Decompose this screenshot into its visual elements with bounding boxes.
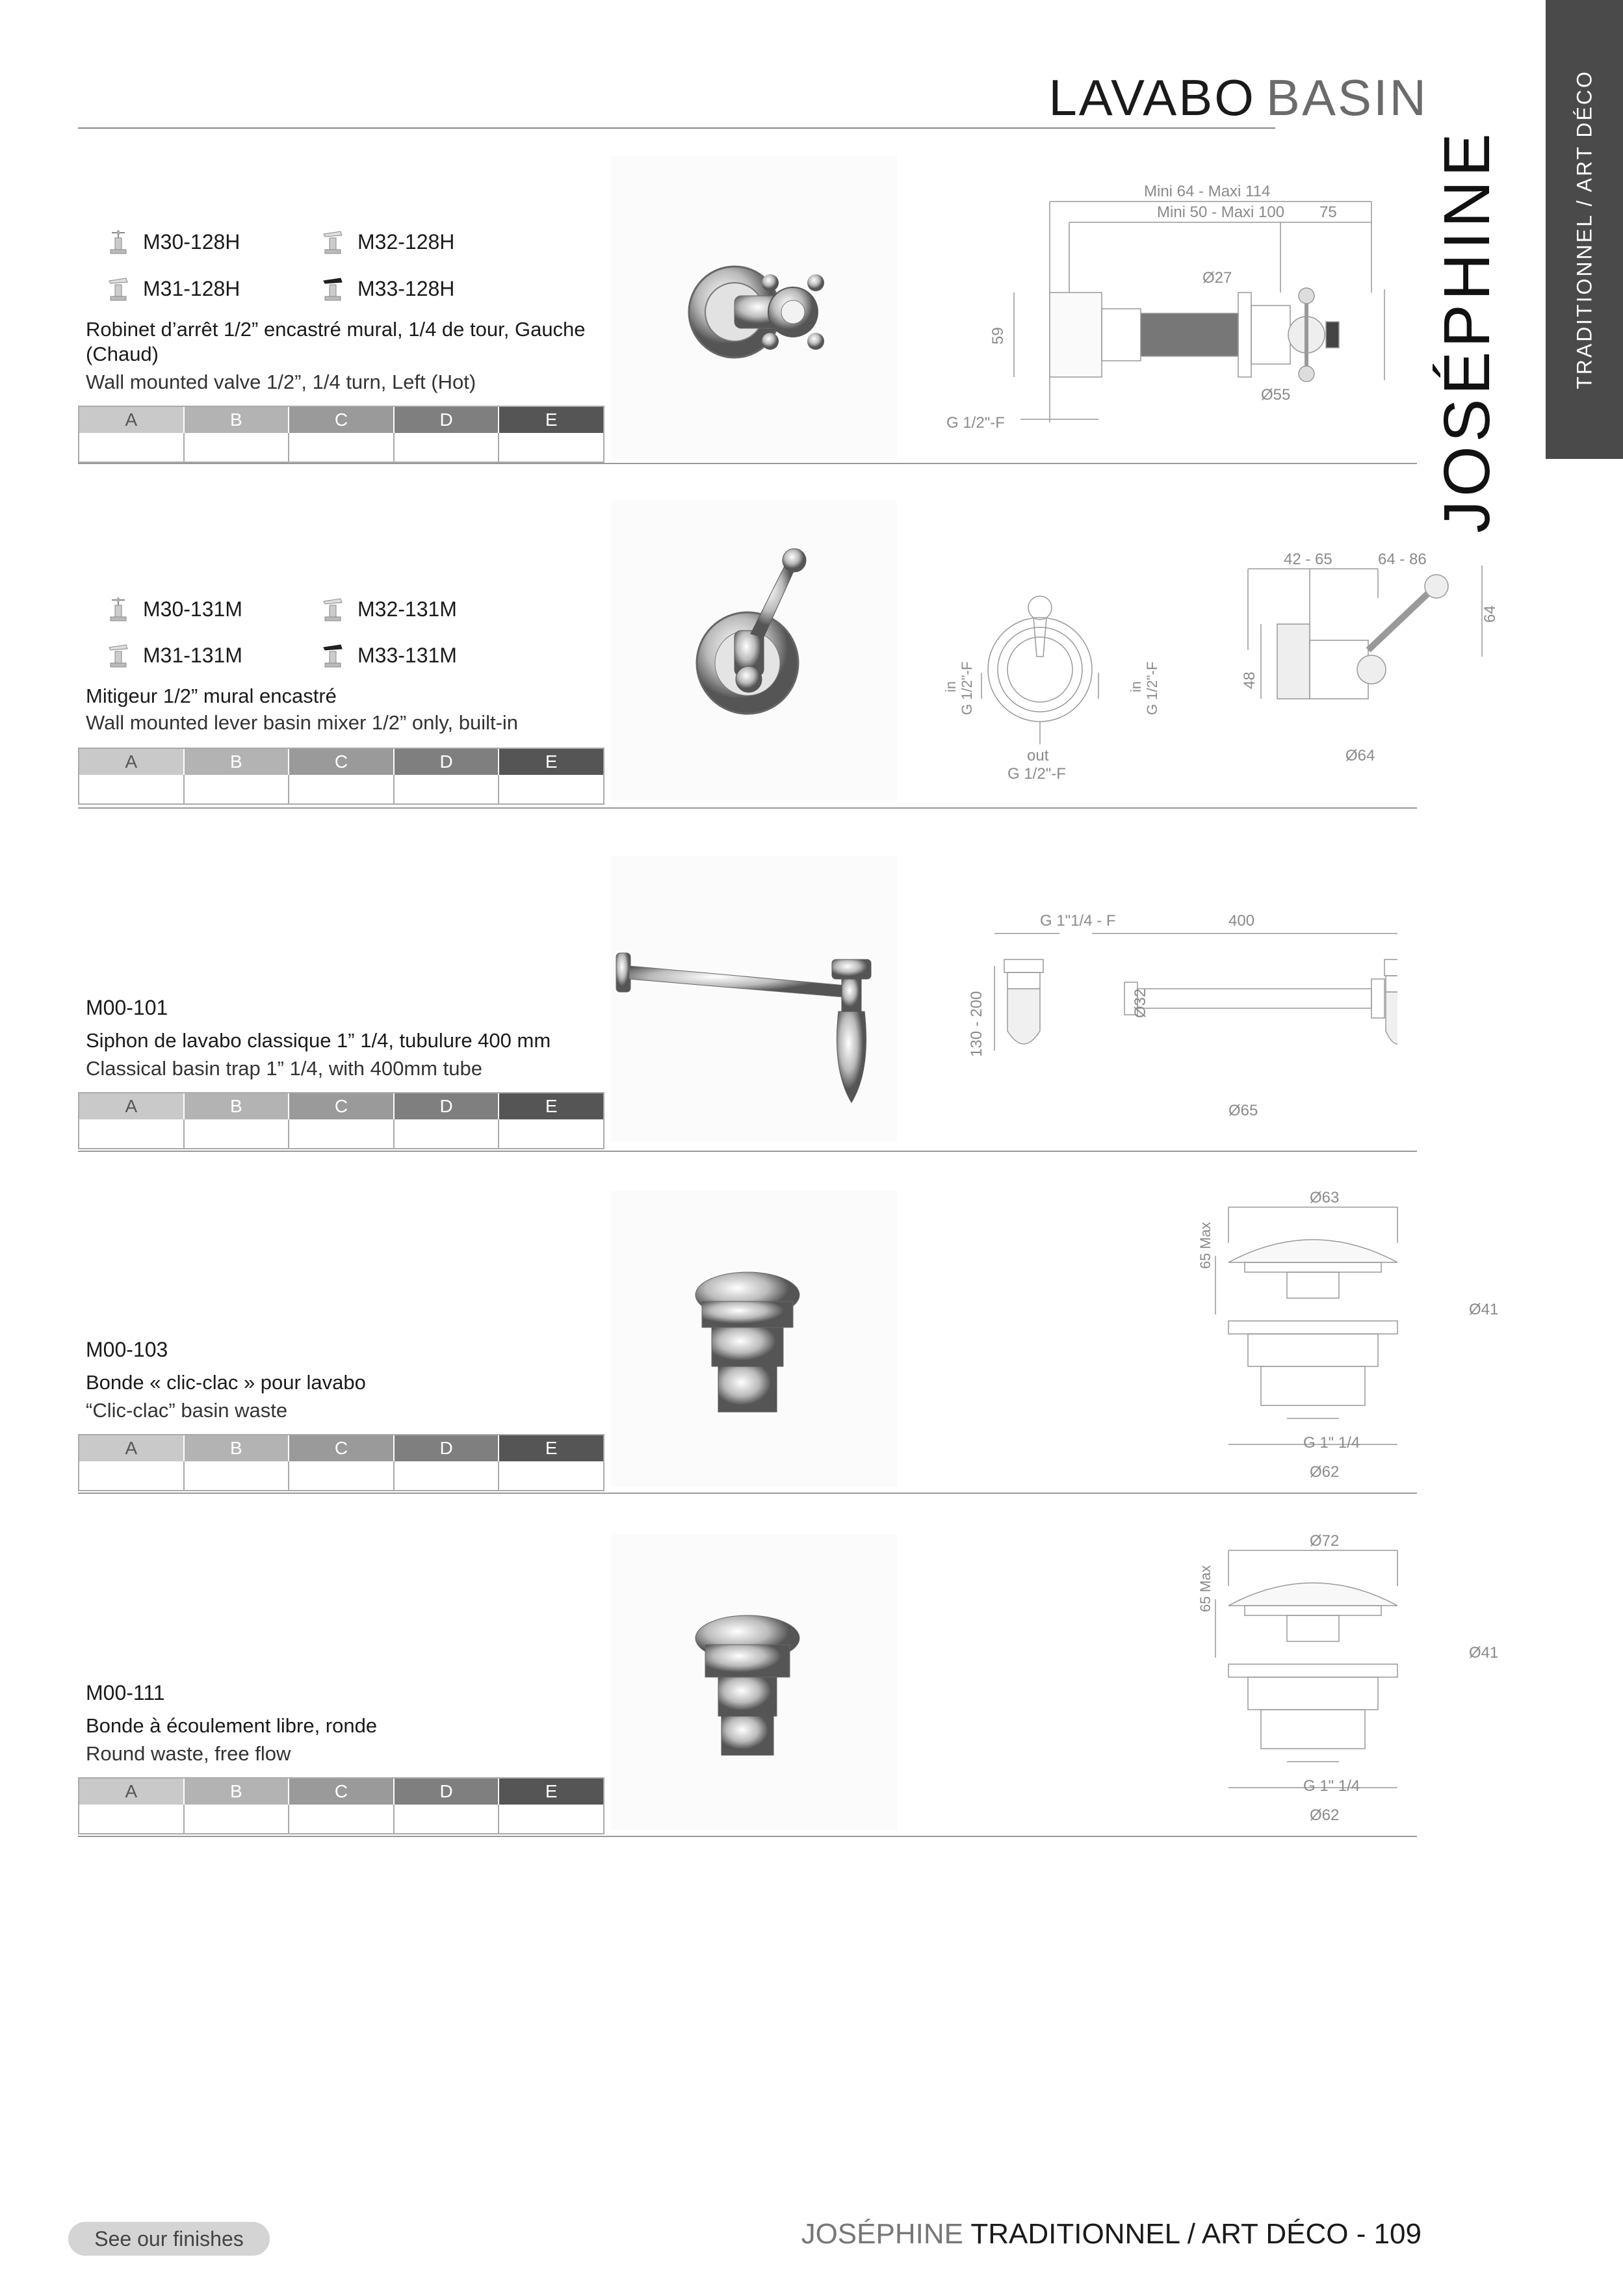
finish-cell[interactable] xyxy=(185,1119,290,1148)
finish-cell[interactable] xyxy=(395,1461,500,1490)
finish-table: A B C D E xyxy=(78,1092,604,1149)
svg-text:64 - 86: 64 - 86 xyxy=(1378,551,1427,568)
cross-handle-icon xyxy=(104,228,133,256)
product-section-1 xyxy=(78,150,1417,464)
finish-cell[interactable] xyxy=(499,1805,603,1833)
finish-c: C xyxy=(289,407,395,433)
finish-cell[interactable] xyxy=(499,775,603,803)
svg-text:G 1/2"-F: G 1/2"-F xyxy=(959,661,975,715)
svg-text:64: 64 xyxy=(1481,605,1499,623)
product-section-3 xyxy=(78,842,1417,1152)
finish-cell[interactable] xyxy=(79,433,185,462)
svg-text:G 1/2"-F: G 1/2"-F xyxy=(946,414,1005,432)
finish-b: B xyxy=(185,407,290,433)
description-fr: Bonde à écoulement libre, ronde xyxy=(86,1714,378,1737)
product-photo xyxy=(611,1191,897,1487)
finish-cell[interactable] xyxy=(289,1461,395,1490)
cross-handle-icon xyxy=(104,595,133,623)
product-code[interactable]: M31-131M xyxy=(104,641,242,670)
svg-text:Ø64: Ø64 xyxy=(1345,747,1375,764)
product-section-2 xyxy=(78,494,1499,809)
finish-cell[interactable] xyxy=(395,433,500,462)
lever-handle-icon xyxy=(318,228,347,256)
finish-table: A B C D E xyxy=(78,1777,604,1834)
svg-text:Ø72: Ø72 xyxy=(1310,1534,1340,1550)
description-fr: Bonde « clic-clac » pour lavabo xyxy=(86,1371,366,1394)
svg-text:Mini 64 - Maxi 114: Mini 64 - Maxi 114 xyxy=(1144,183,1271,200)
finish-table: A B C D E xyxy=(78,748,604,805)
svg-text:in: in xyxy=(1128,681,1144,692)
finish-cell[interactable] xyxy=(79,1805,185,1833)
lever-handle-icon xyxy=(104,274,133,303)
description-en: Wall mounted valve 1/2”, 1/4 turn, Left (Hot) xyxy=(86,371,476,393)
svg-text:65 Max: 65 Max xyxy=(1197,1221,1214,1269)
product-section-4 xyxy=(78,1184,1499,1494)
description-en: Wall mounted lever basin mixer 1/2” only, built-in xyxy=(86,711,519,734)
section-divider xyxy=(78,1836,1417,1837)
svg-text:Ø62: Ø62 xyxy=(1310,1463,1340,1481)
product-code[interactable]: M30-131M xyxy=(104,595,242,623)
finish-cell[interactable] xyxy=(79,775,185,803)
title-fr: LAVABO xyxy=(1048,69,1256,126)
svg-text:G 1/2"-F: G 1/2"-F xyxy=(1007,765,1066,783)
finish-cell[interactable] xyxy=(395,1119,500,1148)
technical-drawing xyxy=(942,907,1397,1135)
svg-text:Ø65: Ø65 xyxy=(1228,1102,1258,1119)
finish-d: D xyxy=(395,407,500,433)
product-code[interactable]: M00-101 xyxy=(86,996,168,1019)
finish-cell[interactable] xyxy=(185,433,290,462)
section-divider xyxy=(78,1151,1417,1152)
section-divider xyxy=(78,1493,1417,1494)
svg-text:in: in xyxy=(942,681,959,692)
description-en: Round waste, free flow xyxy=(86,1742,291,1765)
description-fr: Robinet d’arrêt 1/2” encastré mural, 1/4 de tour, Gauche (Chaud) xyxy=(86,318,586,365)
technical-drawing xyxy=(923,520,1508,793)
finish-table: A B C D E xyxy=(78,1434,604,1491)
description-fr: Siphon de lavabo classique 1” 1/4, tubulure 400 mm xyxy=(86,1029,551,1052)
category-tab-label: TRADITIONNEL / ART DÉCO xyxy=(1572,70,1596,389)
svg-text:Ø32: Ø32 xyxy=(1132,988,1149,1018)
finish-cell[interactable] xyxy=(395,1805,500,1833)
svg-text:65 Max: 65 Max xyxy=(1197,1565,1214,1612)
technical-drawing xyxy=(1183,1534,1521,1833)
technical-drawing xyxy=(942,176,1397,449)
svg-text:Ø63: Ø63 xyxy=(1310,1191,1340,1207)
finish-e: E xyxy=(499,407,603,433)
svg-text:Mini 50 - Maxi 100: Mini 50 - Maxi 100 xyxy=(1157,203,1285,221)
product-code[interactable]: M32-131M xyxy=(318,595,457,623)
product-section-5 xyxy=(78,1528,1499,1837)
description-en: Classical basin trap 1” 1/4, with 400mm tube xyxy=(86,1057,482,1080)
svg-text:Ø55: Ø55 xyxy=(1261,386,1291,404)
finish-cell[interactable] xyxy=(289,775,395,803)
svg-text:59: 59 xyxy=(989,327,1007,345)
svg-text:G 1" 1/4: G 1" 1/4 xyxy=(1303,1777,1360,1795)
finish-cell[interactable] xyxy=(289,433,395,462)
technical-drawing xyxy=(1183,1191,1521,1490)
product-photo xyxy=(611,501,897,803)
finish-cell[interactable] xyxy=(79,1119,185,1148)
product-code[interactable]: M00-111 xyxy=(86,1681,165,1704)
brand-vertical-title: JOSÉPHINE xyxy=(1431,129,1503,533)
svg-text:out: out xyxy=(1027,747,1049,764)
product-code[interactable]: M33-131M xyxy=(318,641,457,670)
description-fr: Mitigeur 1/2” mural encastré xyxy=(86,685,337,707)
lever-handle-icon xyxy=(318,595,347,623)
finish-a: A xyxy=(79,407,185,433)
product-code[interactable]: M00-103 xyxy=(86,1338,168,1361)
product-photo xyxy=(611,156,897,458)
section-divider xyxy=(78,463,1417,464)
footer-page-label: TRADITIONNEL / ART DÉCO - 109 xyxy=(970,2218,1422,2250)
finish-cell[interactable] xyxy=(499,1461,603,1490)
svg-text:130 - 200: 130 - 200 xyxy=(968,991,985,1057)
finish-cell[interactable] xyxy=(289,1119,395,1148)
product-code[interactable]: M31-128H xyxy=(104,274,240,303)
category-tab[interactable] xyxy=(1546,0,1623,459)
description-en: “Clic-clac” basin waste xyxy=(86,1399,288,1422)
svg-text:75: 75 xyxy=(1319,203,1337,221)
finish-cell[interactable] xyxy=(395,775,500,803)
svg-text:Ø41: Ø41 xyxy=(1469,1644,1499,1662)
finish-cell[interactable] xyxy=(79,1461,185,1490)
product-photo xyxy=(611,1534,897,1830)
svg-text:G 1/2"-F: G 1/2"-F xyxy=(1144,661,1160,715)
svg-text:42 - 65: 42 - 65 xyxy=(1284,551,1332,568)
product-code[interactable]: M30-128H xyxy=(104,228,240,256)
finish-cell[interactable] xyxy=(185,1805,290,1833)
finish-table xyxy=(78,406,604,463)
product-code[interactable]: M33-128H xyxy=(318,274,454,303)
header-divider xyxy=(78,127,1275,129)
see-finishes-button[interactable]: See our finishes xyxy=(68,2222,270,2256)
svg-text:400: 400 xyxy=(1228,912,1255,930)
title-en: BASIN xyxy=(1266,69,1428,126)
page-footer xyxy=(801,2218,1422,2250)
dark-lever-handle-icon xyxy=(318,641,347,670)
product-code[interactable]: M32-128H xyxy=(318,228,454,256)
finish-cell[interactable] xyxy=(289,1805,395,1833)
finish-cell[interactable] xyxy=(499,1119,603,1148)
section-divider xyxy=(78,807,1417,809)
svg-text:Ø62: Ø62 xyxy=(1310,1807,1340,1824)
svg-text:G 1" 1/4: G 1" 1/4 xyxy=(1303,1434,1360,1452)
svg-text:Ø41: Ø41 xyxy=(1469,1301,1499,1318)
finish-cell[interactable] xyxy=(185,775,290,803)
footer-brand: JOSÉPHINE xyxy=(801,2218,963,2250)
finish-cell[interactable] xyxy=(499,433,603,462)
lever-handle-icon xyxy=(104,641,133,670)
finish-cell[interactable] xyxy=(185,1461,290,1490)
page-title xyxy=(1048,68,1428,127)
svg-text:48: 48 xyxy=(1241,672,1258,689)
svg-text:Ø27: Ø27 xyxy=(1202,269,1232,287)
product-photo xyxy=(611,855,897,1141)
svg-text:G 1"1/4 - F: G 1"1/4 - F xyxy=(1040,912,1116,930)
dark-lever-handle-icon xyxy=(318,274,347,303)
